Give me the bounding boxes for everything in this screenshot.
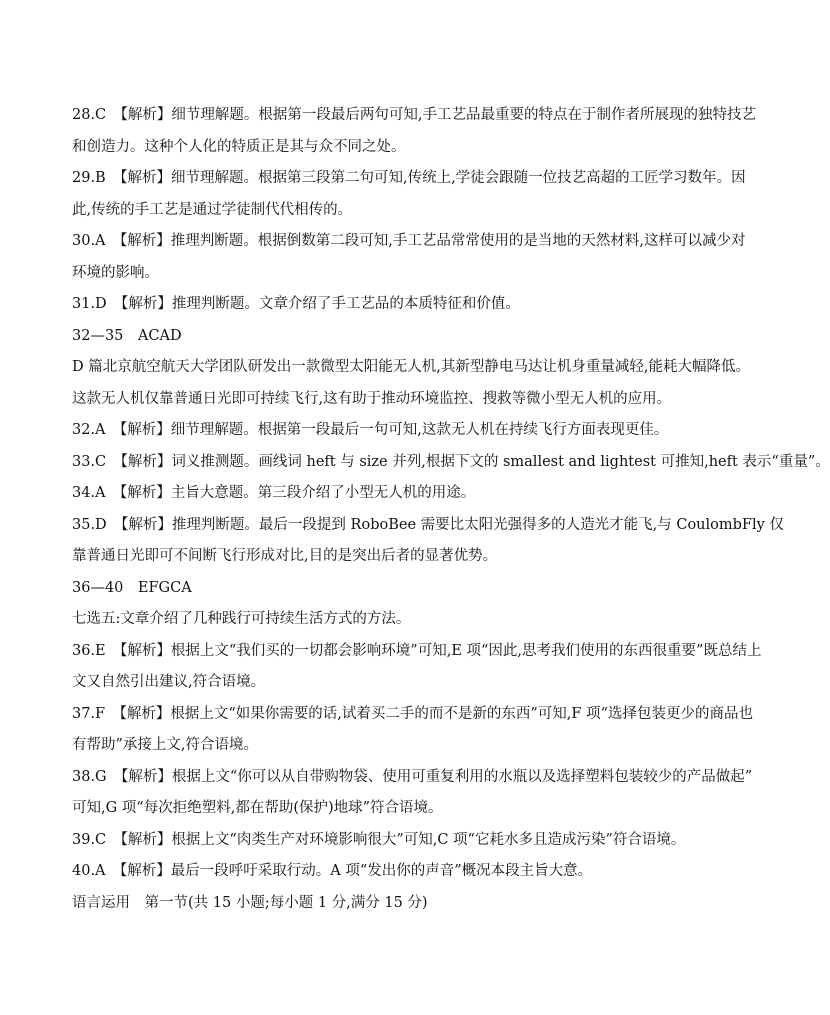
answer-line-30-a: 30.A 【解析】推理判断题。根据倒数第二段可知,手工艺品常常使用的是当地的天然材料,这样可以减少对 bbox=[72, 233, 746, 249]
answer-line-37-a: 37.F 【解析】根据上文“如果你需要的话,试着买二手的而不是新的东西”可知,F 项“选择包装更少的商品也 bbox=[72, 705, 753, 722]
answer-line-35-b: 靠普通日光即可不间断飞行形成对比,目的是突出后者的显著优势。 bbox=[72, 548, 498, 564]
answer-line-34: 34.A 【解析】主旨大意题。第三段介绍了小型无人机的用途。 bbox=[72, 485, 476, 501]
answer-line-29-b: 此,传统的手工艺是通过学徒制代代相传的。 bbox=[72, 201, 353, 218]
answer-line-31: 31.D 【解析】推理判断题。文章介绍了手工艺品的本质特征和价值。 bbox=[72, 296, 520, 312]
answer-explanations bbox=[72, 100, 830, 919]
answer-line-29-a: 29.B 【解析】细节理解题。根据第三段第二句可知,传统上,学徒会跟随一位技艺高超的工匠学习数年。因 bbox=[72, 170, 746, 186]
passage-d-summary-a: D 篇北京航空航天大学团队研发出一款微型太阳能无人机,其新型静电马达让机身重量减轻,能耗大幅降低。 bbox=[72, 359, 750, 375]
answer-line-39: 39.C 【解析】根据上文“肉类生产对环境影响很大”可知,C 项“它耗水多且造成污染”符合语境。 bbox=[72, 831, 686, 848]
answer-line-38-b: 可知,G 项“每次拒绝塑料,都在帮助(保护)地球”符合语境。 bbox=[72, 800, 443, 816]
answer-key-36-40: 36—40 EFGCA bbox=[72, 579, 192, 596]
answer-line-33: 33.C 【解析】词义推测题。画线词 heft 与 size 并列,根据下文的 smallest and lightest 可推知,heft 表示“重量”。 bbox=[72, 453, 830, 470]
section-heading-language-use: 语言运用 第一节(共 15 小题;每小题 1 分,满分 15 分) bbox=[72, 894, 428, 911]
answer-line-28-a: 28.C 【解析】细节理解题。根据第一段最后两句可知,手工艺品最重要的特点在于制作者所展现的独特技艺 bbox=[72, 107, 757, 123]
answer-line-40: 40.A 【解析】最后一段呼吁采取行动。A 项“发出你的声音”概况本段主旨大意。 bbox=[72, 863, 593, 879]
answer-line-32: 32.A 【解析】细节理解题。根据第一段最后一句可知,这款无人机在持续飞行方面表现更佳。 bbox=[72, 422, 669, 438]
answer-line-37-b: 有帮助”承接上文,符合语境。 bbox=[72, 737, 259, 753]
answer-line-28-b: 和创造力。这种个人化的特质正是其与众不同之处。 bbox=[72, 138, 406, 155]
answer-line-36-b: 文又自然引出建议,符合语境。 bbox=[72, 674, 266, 690]
answer-line-30-b: 环境的影响。 bbox=[72, 264, 159, 281]
answer-key-32-35: 32—35 ACAD bbox=[72, 327, 182, 344]
passage-d-summary-b: 这款无人机仅靠普通日光即可持续飞行,这有助于推动环境监控、搜救等微小型无人机的应用。 bbox=[72, 390, 672, 407]
answer-line-35-a: 35.D 【解析】推理判断题。最后一段提到 RoboBee 需要比太阳光强得多的人造光才能飞,与 CoulombFly 仅 bbox=[72, 516, 784, 533]
seven-choose-five-summary: 七选五:文章介绍了几种践行可持续生活方式的方法。 bbox=[72, 611, 411, 627]
answer-line-36-a: 36.E 【解析】根据上文“我们买的一切都会影响环境”可知,E 项“因此,思考我们使用的东西很重要”既总结上 bbox=[72, 642, 762, 659]
answer-line-38-a: 38.G 【解析】根据上文“你可以从自带购物袋、使用可重复利用的水瓶以及选择塑料包装较少的产品做起” bbox=[72, 768, 753, 785]
